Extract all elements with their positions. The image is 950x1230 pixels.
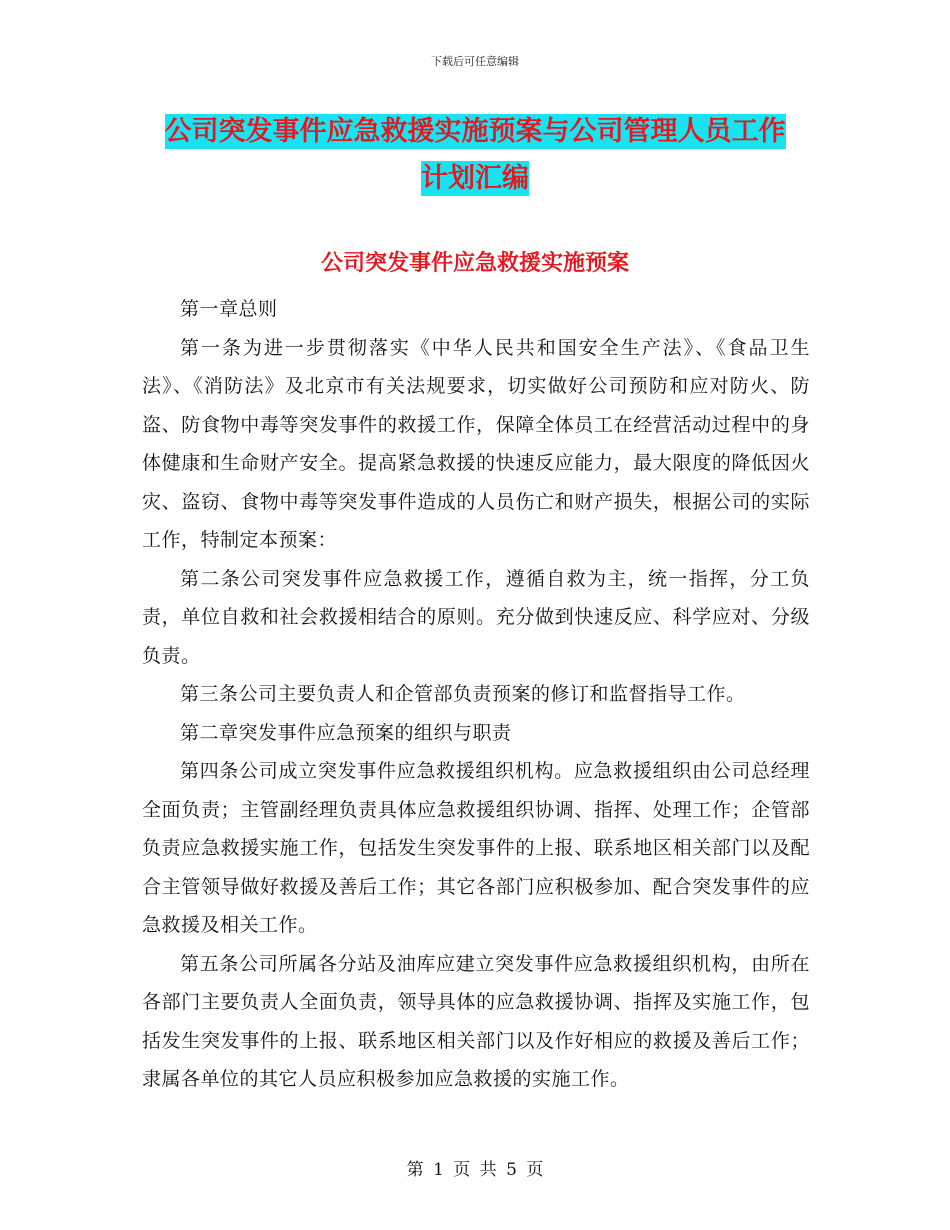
document-title xyxy=(0,108,950,202)
paragraph: 第四条公司成立突发事件应急救援组织机构。应急救援组织由公司总经理全面负责；主管副经理负责具体应急救援组织协调、指挥、处理工作；企管部负责应急救援实施工作，包括发生突发事件的上报、联系地区相关部门以及配合主管领导做好救援及善后工作；其它各部门应积极参加、配合突发事件的应急救援及相关工作。 xyxy=(142,760,810,936)
paragraph: 第三条公司主要负责人和企管部负责预案的修订和监督指导工作。 xyxy=(180,683,746,705)
page-number: 第 1 页 共 5 页 xyxy=(406,1160,544,1180)
paragraph: 第五条公司所属各分站及油库应建立突发事件应急救援组织机构，由所在各部门主要负责人全面负责，领导具体的应急救援协调、指挥及实施工作，包括发生突发事件的上报、联系地区相关部门以及作好相应的救援及善后工作；隶属各单位的其它人员应积极参加应急救援的实施工作。 xyxy=(142,952,810,1090)
title-line-1: 公司突发事件应急救援实施预案与公司管理人员工作 xyxy=(164,116,786,147)
chapter-heading: 第一章总则 xyxy=(180,298,278,320)
document-body xyxy=(142,290,810,1099)
title-line-2: 计划汇编 xyxy=(421,163,529,194)
chapter-heading: 第二章突发事件应急预案的组织与职责 xyxy=(180,721,512,744)
paragraph: 第一条为进一步贯彻落实《中华人民共和国安全生产法》、《食品卫生法》、《消防法》及北京市有关法规要求，切实做好公司预防和应对防火、防盗、防食物中毒等突发事件的救援工作，保障全体员工在经营活动过程中的身体健康和生命财产安全。提高紧急救援的快速反应能力，最大限度的降低因火灾、盗窃、食物中毒等突发事件造成的人员伤亡和财产损失，根据公司的实际工作，特制定本预案： xyxy=(142,336,810,551)
section-title: 公司突发事件应急救援实施预案 xyxy=(320,251,629,276)
paragraph: 第二条公司突发事件应急救援工作，遵循自救为主，统一指挥，分工负责，单位自救和社会救援相结合的原则。充分做到快速反应、科学应对、分级负责。 xyxy=(142,567,810,667)
header-note: 下载后可任意编辑 xyxy=(431,55,519,68)
